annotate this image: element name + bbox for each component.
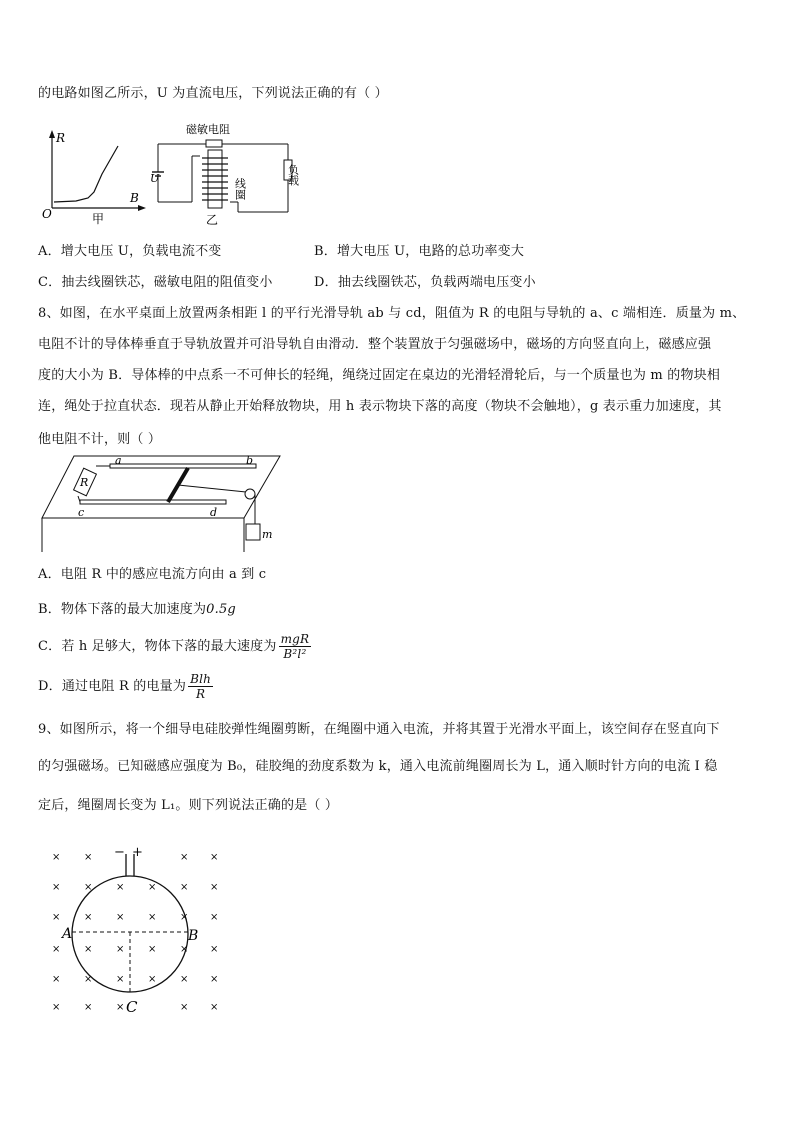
field-cross-icon: × [116,882,125,893]
q8-line-1: 8、如图，在水平桌面上放置两条相距 l 的平行光滑导轨 ab 与 cd，阻值为 R 的电阻与导轨的 a、c 端相连．质量为 m、 [38,306,746,321]
field-cross-icon: × [148,944,157,955]
q8-label-r: R [80,476,89,489]
q9-line-1: 9、如图所示，将一个细导电硅胶弹性绳圈剪断，在绳圈中通入电流，并将其置于光滑水平面上，该空间存在竖直向下 [38,722,720,737]
field-cross-icon: × [52,974,61,985]
field-cross-icon: × [148,912,157,923]
field-cross-icon: × [210,882,219,893]
q7-figure-jia [36,126,156,226]
field-cross-icon: × [116,912,125,923]
field-cross-icon: × [180,882,189,893]
field-cross-icon: × [180,852,189,863]
field-cross-icon: × [84,852,93,863]
field-cross-icon: × [148,882,157,893]
q8-option-b-value: 0.5g [206,602,236,617]
field-cross-icon: × [210,944,219,955]
q8-option-c-num: mgR [280,632,310,646]
q7-option-a: A．增大电压 U，负载电流不变 [38,244,222,259]
yi-coil-label: 线圈 [233,178,247,200]
field-cross-icon: × [148,974,157,985]
q9-minus-sign: − [114,845,125,860]
q8-option-d-den: R [195,687,206,701]
q8-label-d: d [210,506,218,519]
field-cross-icon: × [210,912,219,923]
field-cross-icon: × [52,912,61,923]
q9-figure-loop [42,840,232,1020]
field-cross-icon: × [84,944,93,955]
field-cross-icon: × [210,974,219,985]
q7-figure-yi [150,120,310,230]
q7-option-d: D．抽去线圈铁芯，负载两端电压变小 [314,275,536,290]
field-cross-icon: × [52,944,61,955]
q8-option-c-fraction [279,632,312,661]
q8-option-d [38,672,213,701]
yi-resistor-label: 磁敏电阻 [186,123,230,136]
q8-line-4: 连，绳处于拉直状态．现若从静止开始释放物块，用 h 表示物块下落的高度（物块不会触地），g 表示重力加速度，其 [38,399,722,414]
q7-option-b: B．增大电压 U，电路的总功率变大 [314,244,525,259]
field-cross-icon: × [180,912,189,923]
field-cross-icon: × [52,1002,61,1013]
q8-line-5: 他电阻不计，则（ ） [38,432,162,447]
q8-option-c-den: B²l² [283,647,307,661]
q7-stem-tail: 的电路如图乙所示，U 为直流电压，下列说法正确的有（ ） [38,86,388,101]
field-cross-icon: × [84,974,93,985]
q8-label-m: m [262,528,273,541]
yi-voltage-label: U [150,172,160,185]
yi-caption: 乙 [206,213,219,227]
q8-figure-rails [38,454,288,554]
field-cross-icon: × [84,912,93,923]
q8-option-d-text: D．通过电阻 R 的电量为 [38,679,187,694]
field-cross-icon: × [84,882,93,893]
field-cross-icon: × [210,852,219,863]
q9-label-b: B [188,928,199,944]
q8-label-b: b [246,454,254,467]
q8-line-2: 电阻不计的导体棒垂直于导轨放置并可沿导轨自由滑动．整个装置放于匀强磁场中，磁场的方向竖直向上，磁感应强 [38,337,712,352]
q9-label-a: A [62,926,73,942]
q8-option-d-fraction [188,672,213,701]
field-cross-icon: × [52,882,61,893]
field-cross-icon: × [180,1002,189,1013]
q9-plus-sign: + [132,845,143,860]
q8-option-b [38,598,236,617]
field-cross-icon: × [116,944,125,955]
q8-label-a: a [115,454,122,467]
yi-load-label: 负载 [286,164,300,186]
q8-option-b-text: B．物体下落的最大加速度为 [38,602,207,617]
jia-x-label: B [130,191,139,205]
field-cross-icon: × [52,852,61,863]
field-cross-icon: × [116,974,125,985]
q8-option-c [38,632,311,661]
jia-caption: 甲 [92,212,105,226]
q7-option-c: C．抽去线圈铁芯，磁敏电阻的阻值变小 [38,275,273,290]
jia-y-label: R [56,131,66,145]
field-cross-icon: × [116,1002,125,1013]
q8-option-a: A．电阻 R 中的感应电流方向由 a 到 c [38,567,267,582]
q8-option-d-num: Blh [190,672,212,686]
q9-label-c: C [126,998,138,1016]
field-cross-icon: × [210,1002,219,1013]
field-cross-icon: × [180,944,189,955]
q9-line-2: 的匀强磁场。已知磁感应强度为 B₀，硅胶绳的劲度系数为 k，通入电流前绳圈周长为 L，通入顺时针方向的电流 I 稳 [38,759,718,774]
field-cross-icon: × [84,1002,93,1013]
q9-line-3: 定后，绳圈周长变为 L₁。则下列说法正确的是（ ） [38,798,339,813]
q8-label-c: c [78,506,85,519]
field-cross-icon: × [180,974,189,985]
q8-line-3: 度的大小为 B．导体棒的中点系一不可伸长的轻绳，绳绕过固定在桌边的光滑轻滑轮后，与一个质量也为 m 的物块相 [38,368,721,383]
jia-origin-label: O [42,207,52,221]
q8-option-c-text: C．若 h 足够大，物体下落的最大速度为 [38,639,277,654]
